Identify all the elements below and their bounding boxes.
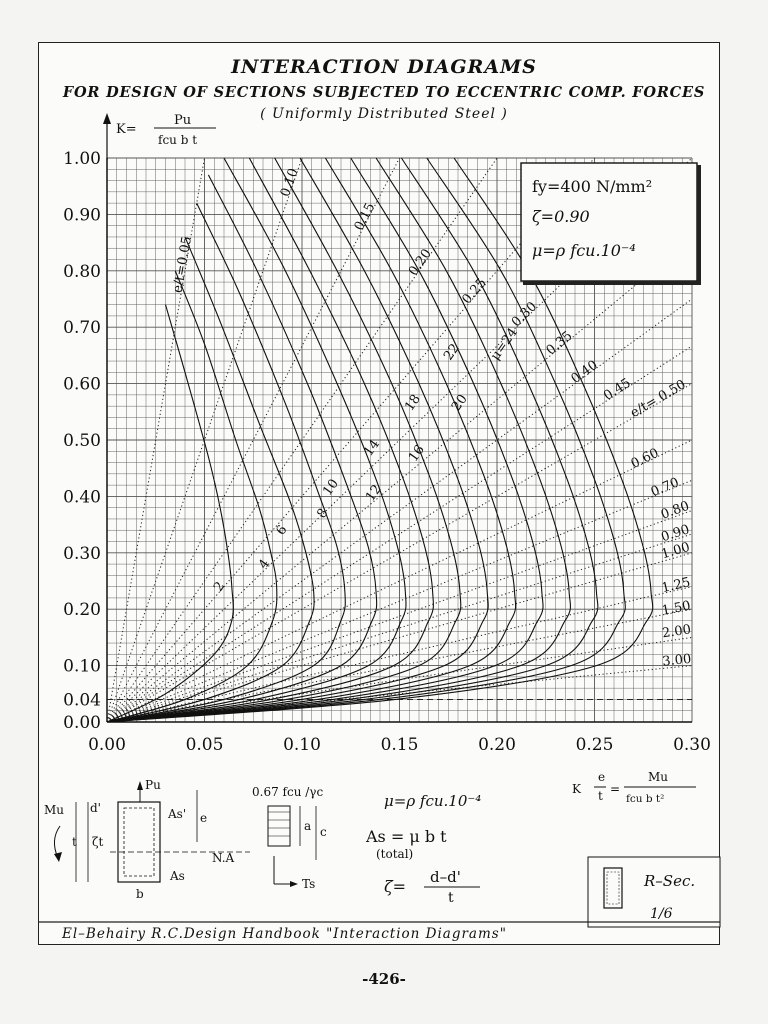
page-title: INTERACTION DIAGRAMS: [231, 56, 537, 78]
sketch-ts: Ts: [302, 877, 316, 891]
ecc-label: e/t= 0.50: [627, 377, 689, 421]
section-type-box: [588, 857, 720, 927]
formula-mu-num: Mu: [648, 770, 669, 784]
sketch-pu: Pu: [145, 778, 161, 792]
y-tick-label: 0.40: [63, 487, 101, 508]
mu-label-4: 4: [255, 556, 273, 573]
mu-label-8: 8: [314, 505, 332, 522]
sketch-na: N.A: [212, 851, 235, 865]
k-label: K=: [116, 122, 137, 137]
ecc-label: 0.90: [659, 522, 692, 546]
y-tick-label: 0.10: [63, 656, 101, 677]
page-subtitle: FOR DESIGN OF SECTIONS SUBJECTED TO ECCENTRIC COMP. FORCES: [62, 84, 706, 101]
sketch-dprime: d': [90, 801, 101, 815]
sketch-a: a: [304, 819, 312, 833]
ecc-label: 0.10: [277, 166, 302, 199]
mu-label-16: 16: [406, 442, 428, 465]
pu-label: Pu: [174, 113, 192, 128]
section-label: R–Sec.: [644, 872, 696, 890]
x-tick-label: 0.10: [283, 735, 321, 755]
formula-ke-t: t: [598, 789, 603, 803]
mu-label-22: 22: [441, 341, 463, 364]
ecc-label: 3.00: [661, 651, 692, 670]
sketch-zeta-t: ζt: [92, 835, 104, 849]
y-tick-label: 0.00: [63, 713, 101, 733]
ecc-label: 0.45: [601, 375, 634, 404]
ecc-label: 0.70: [648, 475, 682, 501]
x-tick-label: 0.20: [478, 735, 516, 755]
mu-label-6: 6: [273, 522, 291, 539]
legend-box: [521, 163, 701, 285]
ecc-label: 0.15: [351, 200, 379, 234]
ecc-label: 0.80: [659, 498, 692, 523]
ecc-label: 0.20: [406, 246, 435, 279]
mu-label-12: 12: [363, 482, 385, 505]
formula-zeta: ζ=: [384, 877, 407, 896]
ecc-label: 0.25: [459, 275, 490, 308]
ecc-label: 0.40: [568, 357, 601, 387]
formula-zeta-den: t: [448, 890, 454, 906]
x-tick-label: 0.25: [575, 735, 614, 755]
y-tick-label: 0.30: [63, 543, 101, 564]
ecc-label: 1.00: [659, 539, 692, 563]
mu-curve-10: [107, 175, 377, 722]
mu-label-10: 10: [320, 476, 343, 499]
page-number: -426-: [362, 970, 406, 988]
mu-label-18: 18: [402, 391, 424, 415]
legend-fy: fy=400 N/mm²: [532, 177, 653, 196]
y-tick-label: 0.20: [63, 600, 101, 621]
legend-mu: μ=ρ fcu.10⁻⁴: [532, 241, 636, 260]
sketch-b: b: [136, 887, 144, 901]
ecc-label: 0.30: [508, 299, 541, 331]
ecc-label: 1.50: [660, 598, 692, 619]
y-tick-label: 0.60: [63, 374, 101, 395]
formula-ke-e: e: [598, 770, 606, 784]
ecc-label: 1.25: [660, 575, 692, 597]
mu-label-24: μ=24: [487, 325, 521, 364]
x-tick-label: 0.30: [673, 735, 711, 755]
x-tick-label: 0.15: [380, 735, 419, 755]
ecc-label: e/t=0.05: [170, 235, 195, 295]
legend-zeta: ζ=0.90: [532, 207, 590, 226]
ecc-label: 2.00: [661, 622, 692, 642]
y-axis-formula: [103, 113, 216, 160]
mu-label-20: 20: [448, 391, 471, 415]
y-tick-label: 0.80: [63, 261, 101, 282]
mu-label-2: 2: [211, 579, 229, 595]
y-tick-label: 0.90: [63, 205, 101, 226]
footer-text: El–Behairy R.C.Design Handbook "Interaction Diagrams": [62, 926, 507, 942]
sketch-e: e: [200, 811, 208, 825]
formula-ke-k: K: [572, 782, 581, 796]
sketch-as-prime: As': [168, 807, 187, 821]
formula-fcu-bt2: fcu b t²: [626, 793, 665, 805]
svg-text:=: =: [610, 782, 621, 796]
ecc-label: 0.35: [543, 328, 576, 359]
y-tick-label: 0.70: [63, 318, 101, 339]
sketch-as: As: [170, 869, 185, 883]
formula-total: (total): [376, 847, 414, 861]
y-tick-label: 0.04: [63, 690, 101, 711]
y-tick-label: 1.00: [63, 149, 101, 169]
formula-mu: μ=ρ fcu.10⁻⁴: [384, 792, 482, 810]
section-sketch: [44, 778, 327, 901]
sketch-t: t: [72, 835, 77, 849]
sketch-mu: Mu: [44, 803, 65, 817]
steel-note: ( Uniformly Distributed Steel ): [260, 106, 508, 122]
sketch-c: c: [320, 825, 327, 839]
formula-as: As = μ b t: [366, 827, 447, 846]
fcu-b-t-label: fcu b t: [158, 133, 198, 147]
x-tick-label: 0.00: [88, 735, 126, 755]
section-sheet: 1/6: [650, 906, 673, 922]
ecc-label: 0.60: [628, 445, 662, 472]
formula-zeta-num: d–d': [430, 868, 461, 886]
x-tick-label: 0.05: [185, 735, 224, 755]
y-tick-label: 0.50: [63, 431, 101, 451]
sketch-stress: 0.67 fcu /γc: [252, 785, 324, 799]
mu-label-14: 14: [361, 437, 384, 460]
